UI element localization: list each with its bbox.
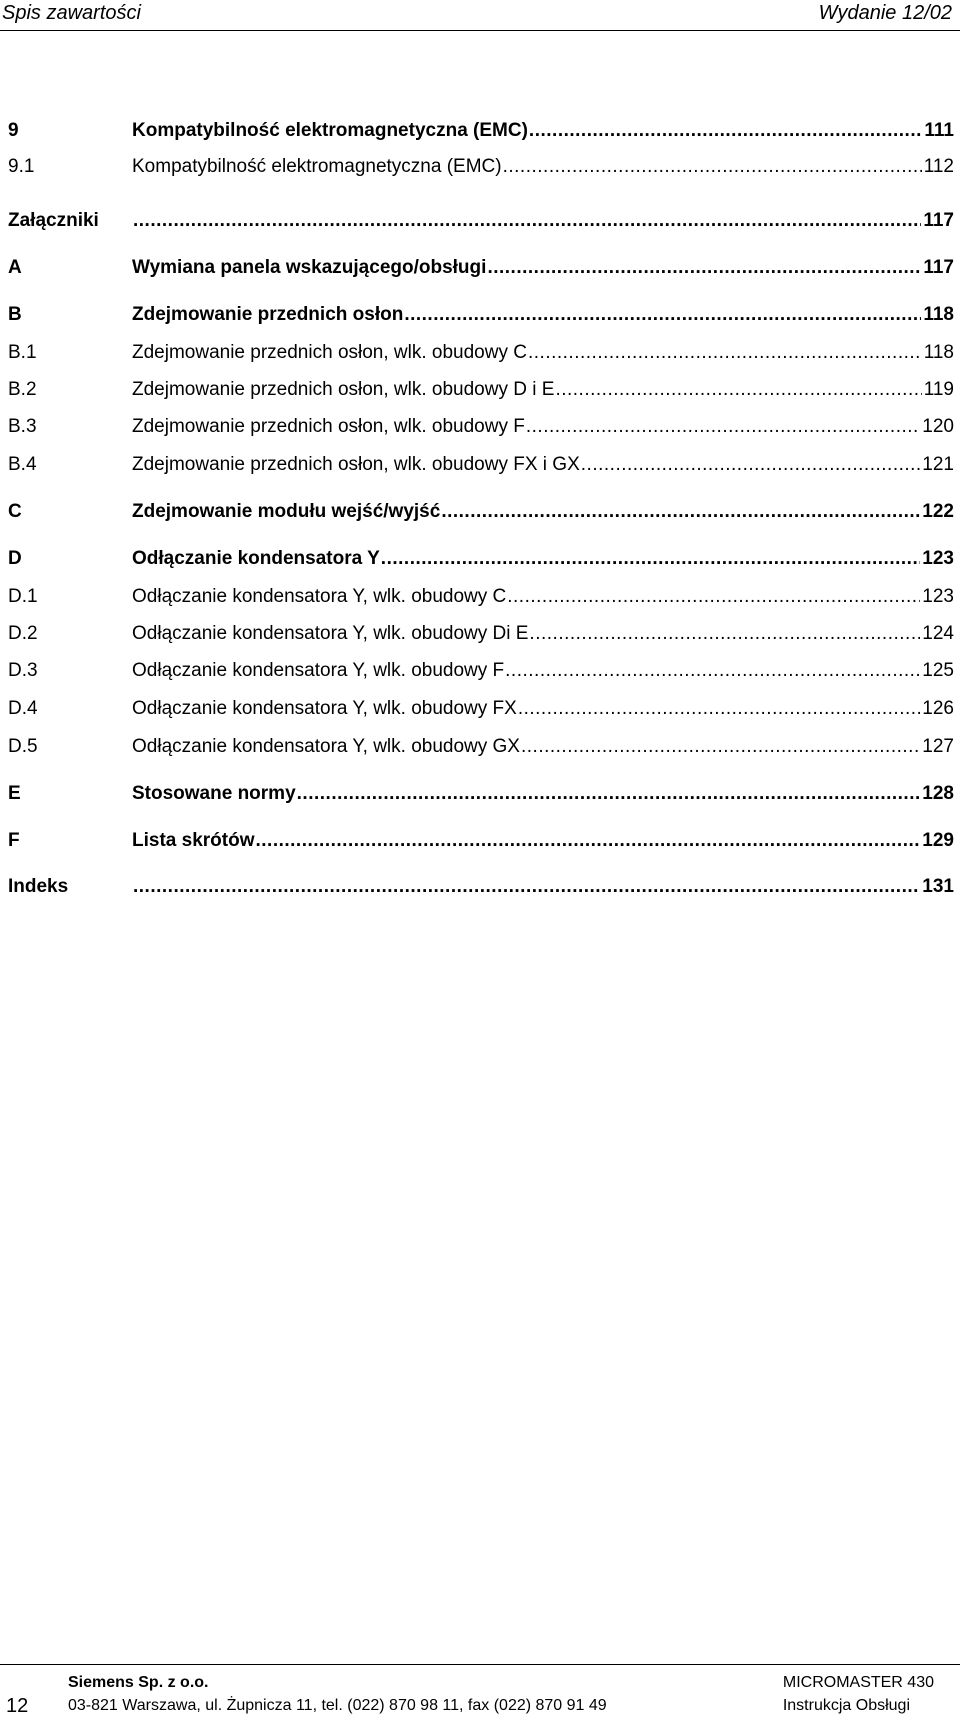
toc-entry-title: Zdejmowanie przednich osłon [132, 304, 404, 325]
footer-product: MICROMASTER 430 [782, 1674, 934, 1691]
toc-dot-leader [381, 546, 921, 572]
toc-entry-page: 117 [923, 257, 954, 278]
toc-entry-body [132, 340, 954, 366]
toc-entry-body [132, 874, 954, 900]
toc-dot-leader [507, 584, 920, 610]
toc-entry-title: Zdejmowanie przednich osłon, wlk. obudowy D i E [132, 379, 555, 400]
toc-entry-title: Odłączanie kondensatora Y, wlk. obudowy Di E [132, 623, 529, 644]
toc-entry-title: Zdejmowanie przednich osłon, wlk. obudowy C [132, 342, 527, 363]
toc-entry-title: Zdejmowanie przednich osłon, wlk. obudowy FX i GX [132, 454, 580, 475]
toc-entry-title: Lista skrótów [132, 830, 255, 851]
toc-entry-number: B.1 [8, 342, 37, 363]
toc-entry-body [132, 546, 954, 572]
header-section-title: Spis zawartości [2, 2, 141, 24]
toc-entry-number: 9.1 [8, 156, 35, 177]
toc-entry-number: E [8, 783, 21, 804]
toc-entry-body [132, 255, 954, 281]
toc-entry[interactable] [8, 584, 954, 610]
toc-entry-page: 120 [922, 416, 954, 437]
toc-entry-page: 128 [922, 783, 954, 804]
toc-entry[interactable] [8, 658, 954, 684]
toc-entry-body [132, 414, 954, 440]
toc-entry[interactable] [8, 781, 954, 807]
toc-entry-page: 117 [923, 210, 954, 231]
toc-entry[interactable] [8, 118, 954, 144]
toc-entry[interactable] [8, 621, 954, 647]
toc-entry-page: 125 [922, 660, 954, 681]
toc-entry[interactable] [8, 828, 954, 854]
toc-dot-leader [518, 696, 920, 722]
toc-dot-leader [487, 255, 921, 281]
toc-entry-title: Kompatybilność elektromagnetyczna (EMC) [132, 120, 528, 141]
toc-entry-number: C [8, 501, 22, 522]
toc-entry-page: 118 [923, 304, 954, 325]
toc-dot-leader [404, 302, 921, 328]
toc-dot-leader [255, 828, 920, 854]
toc-entry-body [132, 154, 954, 180]
toc-entry-page: 119 [923, 379, 954, 400]
toc-entry-body [132, 621, 954, 647]
toc-entry-title: Kompatybilność elektromagnetyczna (EMC) [132, 156, 502, 177]
toc-entry-body [132, 452, 954, 478]
toc-entry-page: 123 [922, 586, 954, 607]
footer-doc-type: Instrukcja Obsługi [782, 1697, 910, 1714]
toc-entry-number: Załączniki [8, 210, 99, 231]
toc-entry-body [132, 499, 954, 525]
toc-entry-body [132, 781, 954, 807]
toc-dot-leader [503, 154, 922, 180]
toc-entry-number: D.4 [8, 698, 38, 719]
toc-dot-leader [133, 208, 921, 234]
toc-entry[interactable] [8, 874, 954, 900]
toc-entry[interactable] [8, 377, 954, 403]
toc-entry-page: 126 [922, 698, 954, 719]
toc-entry[interactable] [8, 255, 954, 281]
toc-entry-body [132, 208, 954, 234]
toc-entry-title: Odłączanie kondensatora Y, wlk. obudowy C [132, 586, 507, 607]
toc-entry-page: 123 [922, 548, 954, 569]
toc-entry-number: 9 [8, 120, 19, 141]
toc-dot-leader [526, 414, 920, 440]
toc-entry-body [132, 696, 954, 722]
page-number: 12 [6, 1695, 29, 1717]
footer-address: 03-821 Warszawa, ul. Żupnicza 11, tel. (022) 870 98 11, fax (022) 870 91 49 [68, 1697, 607, 1714]
toc-entry-page: 127 [922, 736, 954, 757]
toc-entry-number: B [8, 304, 22, 325]
toc-entry-number: B.2 [8, 379, 37, 400]
toc-entry-number: B.4 [8, 454, 37, 475]
toc-entry-title: Odłączanie kondensatora Y, wlk. obudowy GX [132, 736, 520, 757]
toc-entry[interactable] [8, 208, 954, 234]
toc-entry-number: D.2 [8, 623, 38, 644]
toc-entry-title: Zdejmowanie przednich osłon, wlk. obudowy F [132, 416, 525, 437]
toc-entry-number: Indeks [8, 876, 69, 897]
toc-entry-page: 112 [923, 156, 954, 177]
toc-entry-page: 121 [922, 454, 954, 475]
toc-dot-leader [581, 452, 921, 478]
toc-entry-title: Stosowane normy [132, 783, 296, 804]
toc-entry[interactable] [8, 734, 954, 760]
toc-dot-leader [133, 874, 920, 900]
toc-entry-body [132, 118, 954, 144]
toc-entry[interactable] [8, 154, 954, 180]
toc-dot-leader [555, 377, 921, 403]
toc-entry-body [132, 658, 954, 684]
toc-dot-leader [441, 499, 920, 525]
toc-entry[interactable] [8, 452, 954, 478]
toc-dot-leader [521, 734, 920, 760]
toc-entry-title: Odłączanie kondensatora Y, wlk. obudowy F [132, 660, 505, 681]
toc-entry[interactable] [8, 546, 954, 572]
toc-entry-number: D [8, 548, 22, 569]
toc-dot-leader [528, 340, 922, 366]
toc-entry-page: 131 [922, 876, 954, 897]
toc-entry-number: D.5 [8, 736, 38, 757]
toc-entry-number: F [8, 830, 20, 851]
toc-entry-body [132, 828, 954, 854]
toc-entry-number: D.1 [8, 586, 38, 607]
toc-entry-number: A [8, 257, 22, 278]
toc-dot-leader [529, 621, 920, 647]
toc-entry-title: Odłączanie kondensatora Y [132, 548, 380, 569]
page-header [0, 0, 960, 31]
toc-entry-title: Zdejmowanie modułu wejść/wyjść [132, 501, 441, 522]
header-edition: Wydanie 12/02 [818, 2, 952, 24]
page-footer [0, 1664, 960, 1732]
toc-entry[interactable] [8, 340, 954, 366]
toc-entry[interactable] [8, 302, 954, 328]
toc-entry-page: 111 [924, 120, 954, 141]
toc-entry-number: D.3 [8, 660, 38, 681]
toc-entry-number: B.3 [8, 416, 37, 437]
toc-entry-body [132, 377, 954, 403]
toc-dot-leader [505, 658, 920, 684]
toc-entry[interactable] [8, 696, 954, 722]
toc-entry[interactable] [8, 499, 954, 525]
toc-entry-page: 124 [922, 623, 954, 644]
toc-dot-leader [297, 781, 921, 807]
toc-dot-leader [529, 118, 922, 144]
footer-company: Siemens Sp. z o.o. [68, 1674, 209, 1691]
toc-entry-title: Odłączanie kondensatora Y, wlk. obudowy FX [132, 698, 517, 719]
toc-entry-page: 129 [922, 830, 954, 851]
toc-entry-body [132, 584, 954, 610]
toc-entry[interactable] [8, 414, 954, 440]
toc-entry-title: Wymiana panela wskazującego/obsługi [132, 257, 487, 278]
toc-entry-body [132, 734, 954, 760]
toc-entry-page: 122 [922, 501, 954, 522]
toc-entry-body [132, 302, 954, 328]
toc-entry-page: 118 [923, 342, 954, 363]
